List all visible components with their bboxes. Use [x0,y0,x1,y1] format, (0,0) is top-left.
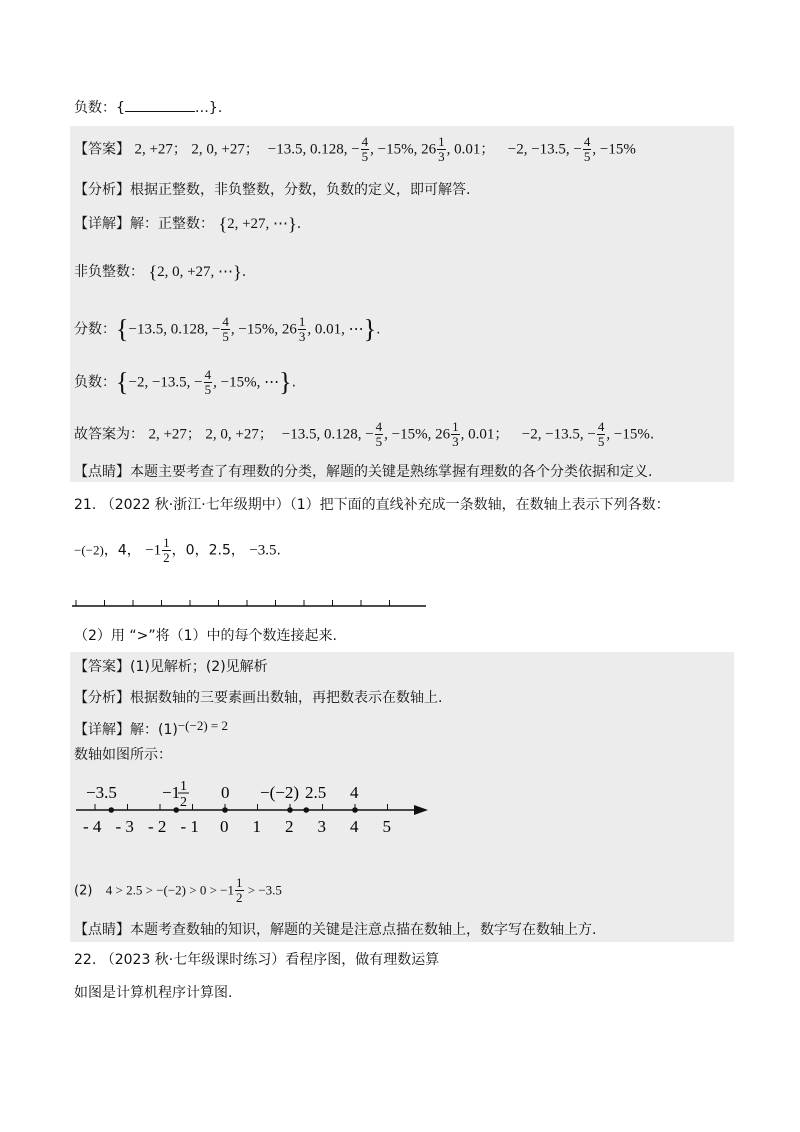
q21-line [74,495,670,515]
final-answer-line: 故答案为： 2, +27； 2, 0, +27； −13.5, 0.128, − $\frac{4}{5}$ , −15%, 26 $\frac{1}{3}$ , 0.01； −2, −13.5, − $\frac{4}{5}$ , −15%. [74,419,655,449]
number-point [222,807,228,813]
part2-answer-line [74,876,282,905]
comment2-tag: 【点睛】 [74,922,130,938]
detail1-intro: 解：正整数： [130,216,214,232]
negative-line: 负数：{−2, −13.5, − $\frac{4}{5}$ , −15%, ⋯}. [74,367,297,397]
label-2-5: 2.5 [305,783,327,802]
answer1-frac-c: , 0.01 [446,141,481,158]
comment1-text: 本题主要考查了有理数的分类，解题的关键是熟练掌握有理数的各个分类依据和定义. [130,464,653,480]
part2-expr-b: > −3.5 [244,882,282,898]
q22-line [74,950,439,970]
negatives-prompt-tail: …}. [194,100,223,116]
answer2-tag: 【答案】 [74,659,130,675]
q21-num-5: −3.5 [249,542,277,559]
fraction: $\frac{4}{5}$ [222,314,229,344]
nonneg-line: 非负整数： {2, 0, +27, ⋯}. [74,262,247,282]
tick-label: - 1 [180,817,199,836]
tick-label: - 3 [115,817,134,836]
pos-set: 2, +27, ⋯ [227,216,289,232]
answer1-frac-a: −13.5, 0.128, − [267,141,360,158]
frac-set-a: −13.5, 0.128, − [128,321,221,338]
detail2-expr: −(−2) = 2 [177,718,228,733]
detail1-line: 【详解】解：正整数： {2, +27, ⋯}. [74,214,302,234]
q21-part2-line [74,626,337,646]
answer1-tag: 【答案】 [74,141,130,158]
answer1-neg-b: , −15% [592,141,636,158]
number-point [287,807,293,813]
q22-text: 看程序图，做有理数运算 [285,952,440,968]
fraction: $\frac{1}{3}$ [438,134,445,164]
final-neg-tail: , −15% [606,426,650,443]
tick-label: 0 [220,817,229,836]
label-half-num: 1 [180,779,187,794]
q21-num-3: 0 [185,542,195,559]
final-frac-c: , 0.01 [460,426,495,443]
detail1-tag: 【详解】 [74,216,130,232]
tick-label: - 4 [83,817,102,836]
fraction: $\frac{4}{5}$ [597,419,605,449]
negatives-prompt-line [74,98,222,118]
number-point [173,807,179,813]
answer1-neg-a: −2, −13.5, − [507,141,582,158]
number-point [108,807,114,813]
label-4: 4 [350,783,359,802]
analysis2-tag: 【分析】 [74,690,130,706]
q21-mixed: −1 [145,542,162,559]
comment2-line [74,920,596,940]
label-zero: 0 [221,783,230,802]
q22-line2 [74,983,232,1003]
label-half-den: 2 [180,795,187,810]
q21-num-2: 4 [117,542,127,559]
final-frac-a: −13.5, 0.128, − [281,426,374,443]
analysis1-line [74,180,470,200]
fraction: $\frac{4}{5}$ [204,367,212,397]
q21-part2: （2）用 “>”将（1）中的每个数连接起来. [74,628,337,644]
fraction-label: 分数： [74,321,116,338]
final-frac-b: , −15%, 26 [384,426,451,443]
numberline-caption: 数轴如图所示： [74,747,172,763]
tick-label-group [83,817,391,836]
detail2-text: 解：(1) [130,722,178,738]
analysis1-tag: 【分析】 [74,182,130,198]
tick-label: 3 [317,817,326,836]
number-line-figure [70,770,440,838]
q21-source: （2022 秋·浙江·七年级期中） [100,497,290,513]
final-pos: 2, +27 [148,426,187,443]
frac-set-c: , 0.01, ⋯ [307,321,364,338]
tick-group [95,804,388,810]
q21-part1: （1）把下面的直线补充成一条数轴，在数轴上表示下列各数： [289,497,670,513]
nonneg-set: 2, 0, +27, ⋯ [157,264,234,280]
fraction: $\frac{1}{3}$ [298,314,306,344]
detail2-line [74,716,228,740]
tick-group [76,600,390,606]
q22-source: （2023 秋·七年级课时练习） [100,952,286,968]
fraction: $\frac{1}{3}$ [452,419,459,449]
detail2-tag: 【详解】 [74,722,130,738]
number-point [352,807,358,813]
tick-label: 2 [285,817,294,836]
final-nonneg: 2, 0, +27 [205,426,259,443]
part2-prefix: (2) [74,883,93,899]
comment1-tag: 【点睛】 [74,464,130,480]
final-neg-a: −2, −13.5, − [521,426,596,443]
answer1-line [74,135,636,164]
final-label: 故答案为： [74,426,144,443]
neg-set-a: −2, −13.5, − [128,374,203,391]
answer-blank [125,99,195,112]
analysis2-text: 根据数轴的三要素画出数轴，再把数表示在数轴上. [130,690,443,706]
negative-label: 负数： [74,374,116,391]
analysis1-text: 根据正整数，非负整数，分数，负数的定义，即可解答. [130,182,471,198]
analysis2-line [74,688,442,708]
blank-number-line [70,596,432,612]
label-neg-3-5: −3.5 [86,783,117,802]
answer1-sep1: ； [172,141,187,158]
denominator: 2 [163,550,170,565]
q21-number: 21. [74,497,97,513]
fraction-line: 分数：{−13.5, 0.128, − $\frac{4}{5}$ , −15%, 26 $\frac{1}{3}$ , 0.01, ⋯}. [74,314,381,344]
nonneg-label: 非负整数： [74,264,144,280]
fraction: $\frac{4}{5}$ [375,419,383,449]
answer1-nonneg: 2, 0, +27 [191,141,245,158]
tick-label: 5 [382,817,391,836]
q21-num-4: 2.5 [208,542,231,559]
fraction: $\frac{4}{5}$ [583,134,591,164]
fraction: $\frac{1}{2}$ [236,875,243,905]
q21-num-1: −(−2) [74,542,104,558]
comment2-text: 本题考查数轴的知识，解题的关键是注意点描在数轴上，数字写在数轴上方. [130,922,597,938]
comment1-line [74,462,652,482]
answer1-frac-b: , −15%, 26 [370,141,437,158]
frac-set-b: , −15%, 26 [230,321,297,338]
number-point [303,807,309,813]
negatives-prompt-label: 负数：{ [74,100,125,116]
q21-numbers-line: −(−2)，4， −1 $\frac{1}{2}$ ，0，2.5， −3.5. [74,535,281,565]
caption-line [74,745,172,765]
part2-expr-a: 4 > 2.5 > −(−2) > 0 > −1 [105,882,235,898]
tick-label: 1 [252,817,261,836]
q22-line2-text: 如图是计算机程序计算图. [74,985,233,1001]
tick-label: - 2 [148,817,167,836]
fraction: $\frac{1}{2}$ [163,535,170,565]
neg-set-b: , −15%, ⋯ [213,374,280,391]
q22-number: 22. [74,952,97,968]
answer1-pos: 2, +27 [134,141,173,158]
answer1-sep3: ； [480,141,495,158]
fraction: $\frac{4}{5}$ [361,134,369,164]
tick-label: 4 [350,817,359,836]
label-neg-1: −1 [162,783,181,802]
arrow-head-icon [414,805,428,815]
answer1-sep2: ； [244,141,259,158]
answer2-text: (1)见解析；(2)见解析 [130,659,268,675]
label-neg-neg-2: −(−2) [260,783,299,802]
answer2-line [74,657,268,677]
denominator: 2 [236,890,243,905]
